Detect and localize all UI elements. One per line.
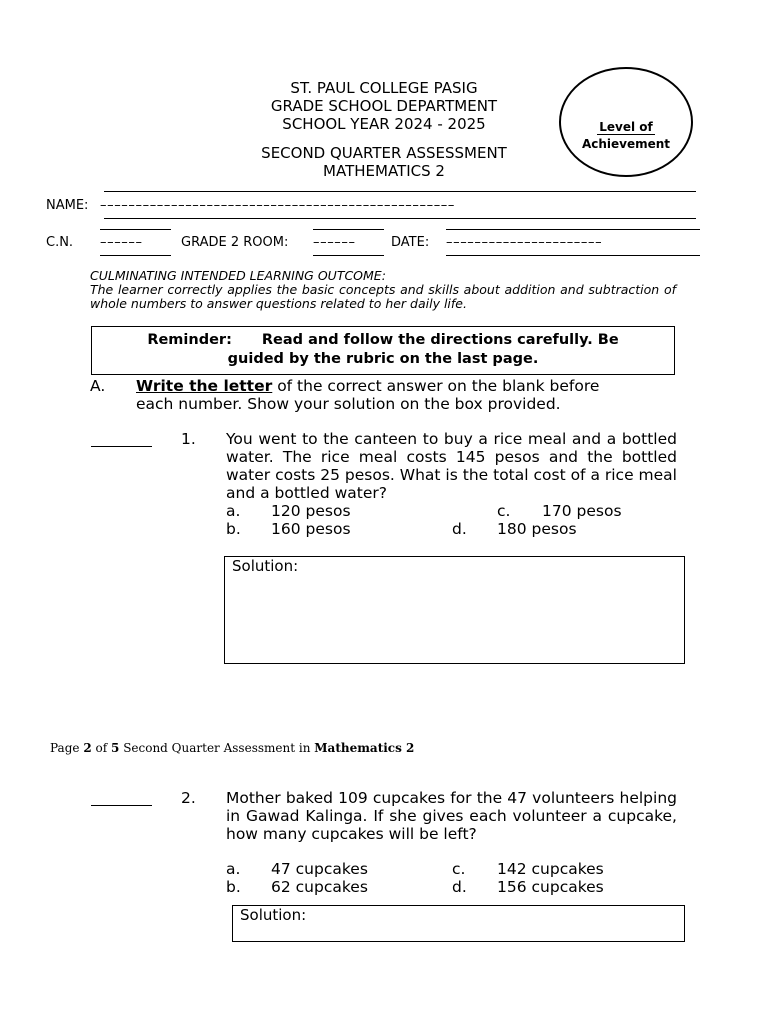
solution-box-1[interactable] [224, 556, 685, 664]
choice-letter-2d: d. [452, 878, 467, 896]
cn-top-rule [100, 229, 171, 230]
department-name: GRADE SCHOOL DEPARTMENT [270, 97, 498, 115]
answer-blank-2[interactable] [91, 805, 152, 806]
footer-page-word: Page [50, 741, 80, 755]
level-of-label: Level of [599, 120, 653, 134]
question-number-2: 2. [181, 789, 196, 807]
answer-blank-1[interactable] [91, 446, 152, 447]
footer-total-pages: 5 [111, 741, 120, 755]
choice-letter-1a: a. [226, 502, 241, 520]
choice-letter-2b: b. [226, 878, 241, 896]
assessment-title: SECOND QUARTER ASSESSMENT [261, 144, 507, 162]
room-bottom-rule [313, 255, 384, 256]
choice-letter-2a: a. [226, 860, 241, 878]
subject-title: MATHEMATICS 2 [323, 162, 445, 180]
choice-letter-1b: b. [226, 520, 241, 538]
question-text-1: You went to the canteen to buy a rice meal and a bottled water. The rice meal costs 145 pesos and the bottled water costs 25 pesos. What is the total cost of a rice meal and a bottled water? [226, 430, 677, 502]
room-label: GRADE 2 ROOM: [181, 235, 289, 250]
cn-bottom-rule [100, 255, 171, 256]
cn-label: C.N. [46, 235, 74, 250]
choice-text-1b: 160 pesos [271, 520, 351, 538]
page-footer [50, 741, 414, 755]
school-year: SCHOOL YEAR 2024 - 2025 [282, 115, 486, 133]
reminder-box [91, 326, 675, 375]
solution-label-2: Solution: [240, 906, 307, 924]
footer-page-number: 2 [83, 741, 92, 755]
reminder-text-1: Read and follow the directions carefully. Be [261, 332, 619, 348]
choice-text-1a: 120 pesos [271, 502, 351, 520]
date-label: DATE: [391, 235, 430, 250]
section-a-directions [136, 377, 676, 395]
achievement-label: Achievement [581, 137, 671, 151]
choice-letter-1d: d. [452, 520, 467, 538]
name-label: NAME: [46, 198, 89, 213]
school-name: ST. PAUL COLLEGE PASIG [290, 79, 478, 97]
write-the-letter-emphasis: Write the letter [136, 377, 273, 395]
footer-subject: Mathematics 2 [314, 741, 415, 755]
outcome-title: CULMINATING INTENDED LEARNING OUTCOME: [90, 268, 386, 283]
choice-text-2c: 142 cupcakes [497, 860, 604, 878]
question-text-2: Mother baked 109 cupcakes for the 47 volunteers helping in Gawad Kalinga. If she gives each volunteer a cupcake, how many cupcakes will be left? [226, 789, 677, 843]
section-a-letter: A. [90, 377, 106, 395]
solution-box-2[interactable] [232, 905, 685, 942]
date-bottom-rule [446, 255, 700, 256]
question-number-1: 1. [181, 430, 196, 448]
choice-text-2a: 47 cupcakes [271, 860, 368, 878]
level-of-achievement-circle [559, 67, 693, 177]
solution-label-1: Solution: [232, 557, 299, 575]
choice-letter-1c: c. [497, 502, 511, 520]
reminder-line-1 [92, 331, 674, 350]
choice-text-2b: 62 cupcakes [271, 878, 368, 896]
choice-text-1c: 170 pesos [542, 502, 622, 520]
outcome-text: The learner correctly applies the basic concepts and skills about addition and subtraction of whole numbers to answer questions related to her daily life. [90, 282, 676, 311]
room-field[interactable]: –––––– [313, 235, 356, 250]
room-top-rule [313, 229, 384, 230]
choice-letter-2c: c. [452, 860, 466, 878]
reminder-text-2: guided by the rubric on the last page. [227, 351, 539, 367]
cn-field[interactable]: –––––– [100, 235, 143, 250]
footer-middle-text: Second Quarter Assessment in [123, 741, 311, 755]
footer-of-word: of [95, 741, 108, 755]
section-a-directions-rest: of the correct answer on the blank before [272, 377, 600, 395]
reminder-label: Reminder: [147, 332, 232, 348]
choice-text-2d: 156 cupcakes [497, 878, 604, 896]
date-field[interactable]: –––––––––––––––––––––– [446, 235, 603, 250]
name-top-rule [104, 191, 696, 192]
date-top-rule [446, 229, 700, 230]
section-a-directions-line-2: each number. Show your solution on the box provided. [136, 395, 561, 413]
choice-text-1d: 180 pesos [497, 520, 577, 538]
name-bottom-rule [104, 218, 696, 219]
name-field[interactable]: –––––––––––––––––––––––––––––––––––––––––––––––––– [100, 198, 455, 213]
